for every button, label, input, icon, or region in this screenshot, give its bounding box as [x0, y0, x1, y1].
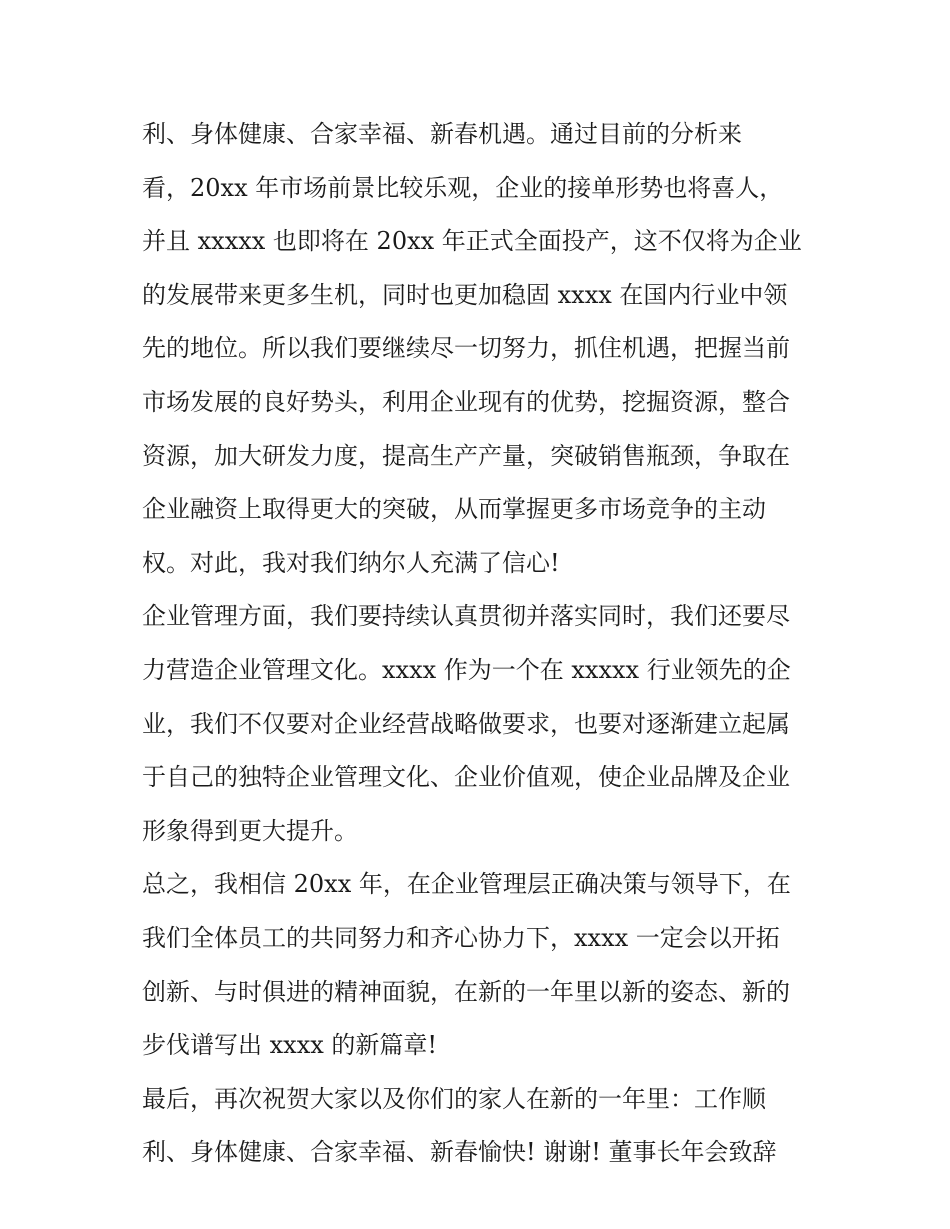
text-line: 市场发展的良好势头，利用企业现有的优势，挖掘资源，整合 [142, 387, 790, 416]
text-line: 最后，再次祝贺大家以及你们的家人在新的一年里：工作顺 [142, 1084, 766, 1113]
text-line: 总之，我相信 20xx 年，在企业管理层正确决策与领导下，在 [142, 870, 791, 899]
text-line: 利、身体健康、合家幸福、新春愉快! 谢谢! 董事长年会致辞 [142, 1138, 777, 1167]
text-line: 看，20xx 年市场前景比较乐观，企业的接单形势也将喜人， [142, 173, 784, 202]
text-line: 创新、与时俱进的精神面貌，在新的一年里以新的姿态、新的 [142, 977, 790, 1006]
text-line: 权。对此，我对我们纳尔人充满了信心! [142, 548, 560, 577]
text-line: 利、身体健康、合家幸福、新春机遇。通过目前的分析来 [142, 120, 742, 148]
text-line: 企业管理方面，我们要持续认真贯彻并落实同时，我们还要尽 [142, 602, 790, 631]
text-line: 业，我们不仅要对企业经营战略做要求，也要对逐渐建立起属 [142, 709, 790, 738]
text-line: 企业融资上取得更大的突破，从而掌握更多市场竞争的主动 [142, 495, 766, 524]
text-line: 于自己的独特企业管理文化、企业价值观，使企业品牌及企业 [142, 763, 790, 792]
text-line: 形象得到更大提升。 [142, 816, 358, 845]
text-line: 并且 xxxxx 也即将在 20xx 年正式全面投产，这不仅将为企业 [142, 227, 802, 256]
text-line: 我们全体员工的共同努力和齐心协力下，xxxx 一定会以开拓 [142, 923, 780, 952]
text-line: 力营造企业管理文化。xxxx 作为一个在 xxxxx 行业领先的企 [142, 655, 791, 684]
text-line: 先的地位。所以我们要继续尽一切努力，抓住机遇，把握当前 [142, 334, 790, 363]
text-line: 资源，加大研发力度，提高生产产量，突破销售瓶颈，争取在 [142, 441, 790, 470]
body-text [142, 108, 832, 1180]
text-line: 步伐谱写出 xxxx 的新篇章! [142, 1031, 438, 1060]
text-line: 的发展带来更多生机，同时也更加稳固 xxxx 在国内行业中领 [142, 280, 788, 309]
